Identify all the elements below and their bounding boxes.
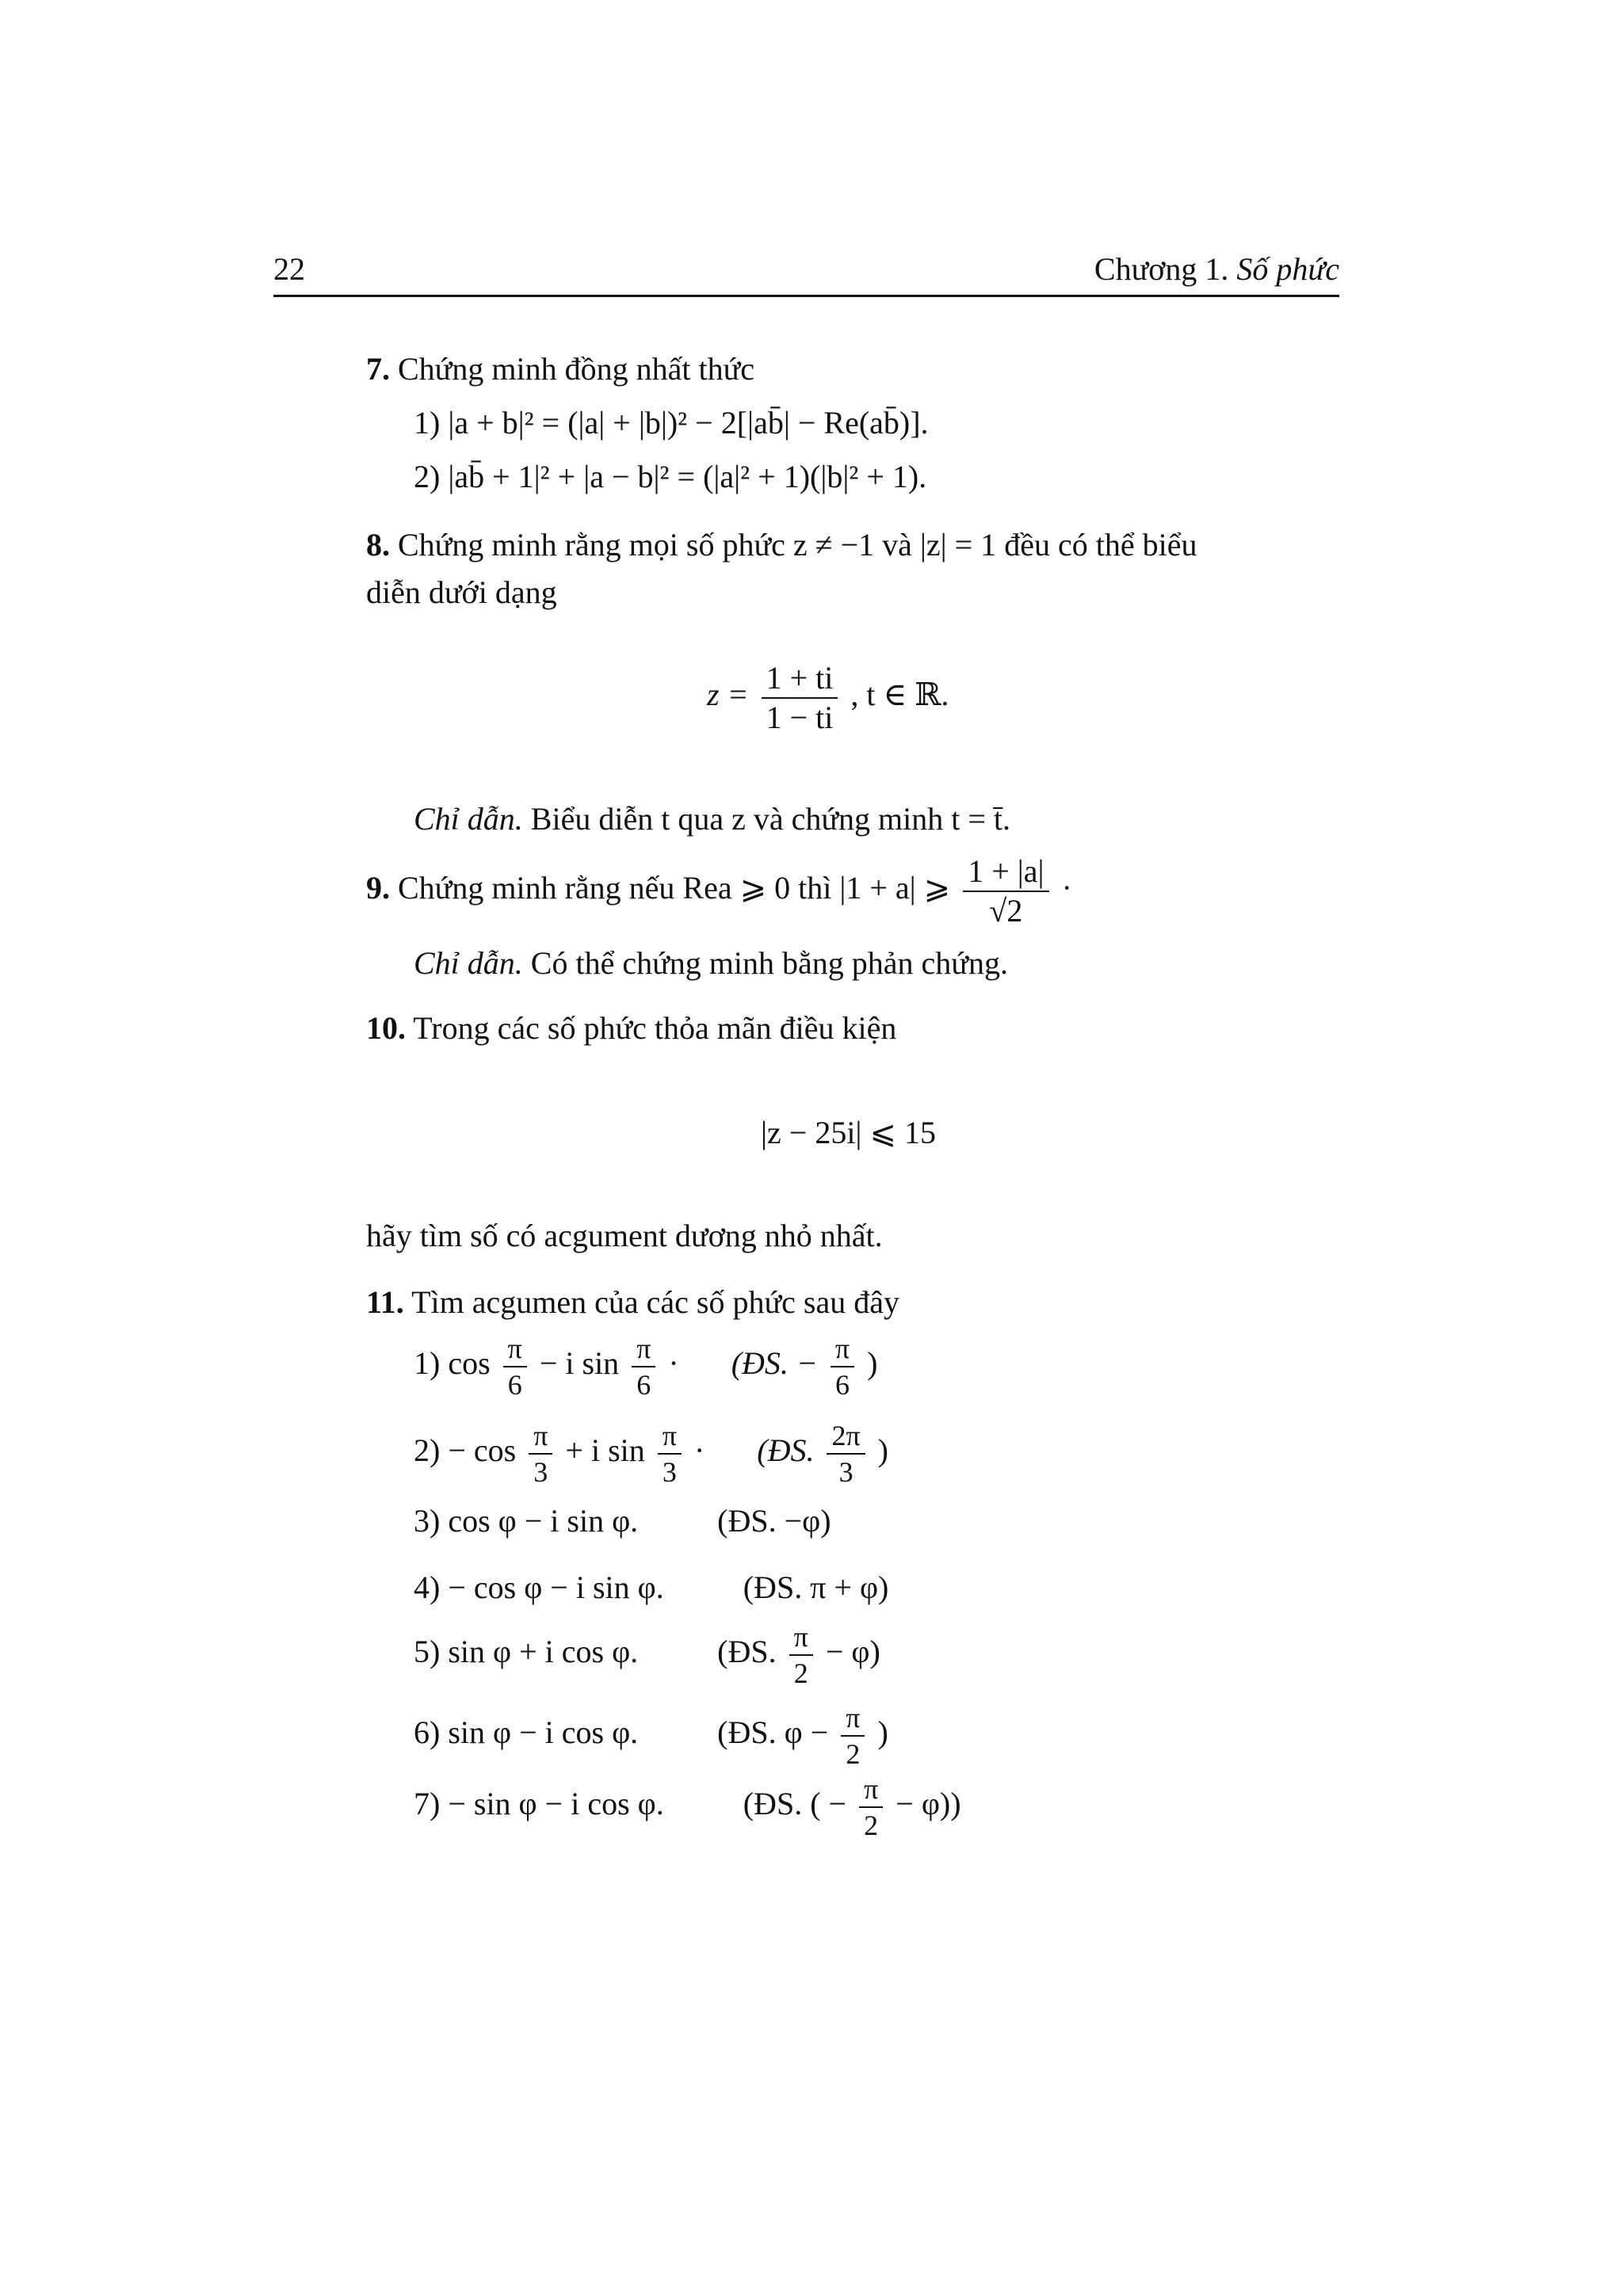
problem-7-item-2: 2) |ab̄ + 1|² + |a − b|² = (|a|² + 1)(|b|² + 1). xyxy=(414,459,927,494)
page-header xyxy=(273,250,1339,297)
problem-11-item-2: 2) − cos $\frac{\pi}{3}$ + i sin $\frac{\pi}{3}$ · (ĐS. $\frac{2\pi}{3}$ ) xyxy=(414,1420,888,1488)
problem-10-heading: 10. Trong các số phức thỏa mãn điều kiện xyxy=(366,1010,897,1046)
problem-11-heading: 11. Tìm acgumen của các số phức sau đây xyxy=(366,1284,899,1320)
problem-11-item-6: 6) sin φ − i cos φ. (ĐS. φ − $\frac{\pi}{2}$ ) xyxy=(414,1702,888,1770)
problem-10-formula: |z − 25i| ⩽ 15 xyxy=(761,1115,936,1150)
problem-9-fraction: $\frac{1 + |a|}{√2}$ xyxy=(963,856,1048,927)
chapter-title: Chương 1. Số phức xyxy=(1094,251,1339,287)
problem-7-item-1: 1) |a + b|² = (|a| + |b|)² − 2[|ab̄| − Re(ab̄)]. xyxy=(414,405,929,441)
problem-8-hint: Chỉ dẫn. Biểu diễn t qua z và chứng minh t = t̄. xyxy=(414,801,1011,837)
problem-10-conclusion: hãy tìm số có acgument dương nhỏ nhất. xyxy=(366,1218,883,1253)
page-number: 22 xyxy=(273,251,305,287)
problem-11-item-3: 3) cos φ − i sin φ. (ĐS. −φ) xyxy=(414,1503,831,1539)
problem-9-hint: Chỉ dẫn. Có thể chứng minh bằng phản chứng. xyxy=(414,945,1008,981)
problem-7-heading: 7. Chứng minh đồng nhất thức xyxy=(366,351,754,387)
problem-8-line-1: 8. Chứng minh rằng mọi số phức z ≠ −1 và |z| = 1 đều có thể biểu xyxy=(366,527,1197,563)
problem-11-item-7: 7) − sin φ − i cos φ. (ĐS. ( − $\frac{\pi}{2}$ − φ)) xyxy=(414,1773,961,1841)
problem-11-item-1: 1) cos $\frac{\pi}{6}$ − i sin $\frac{\pi}{6}$ · (ĐS. − $\frac{\pi}{6}$ ) xyxy=(414,1333,878,1401)
problem-8-fraction: $\frac{1 + ti}{1 - ti}$ xyxy=(762,662,838,734)
problem-8-formula: z = $\frac{1 + ti}{1 - ti}$ , t ∈ ℝ. xyxy=(707,660,949,735)
problem-9-statement: 9. Chứng minh rằng nếu Rea ⩾ 0 thì |1 + a| ⩾ $\frac{1 + |a|}{√2}$ · xyxy=(366,853,1072,929)
problem-11-item-5: 5) sin φ + i cos φ. (ĐS. $\frac{\pi}{2}$ − φ) xyxy=(414,1621,880,1689)
problem-11-item-4: 4) − cos φ − i sin φ. (ĐS. π + φ) xyxy=(414,1569,889,1605)
problem-8-line-2: diễn dưới dạng xyxy=(366,574,557,610)
